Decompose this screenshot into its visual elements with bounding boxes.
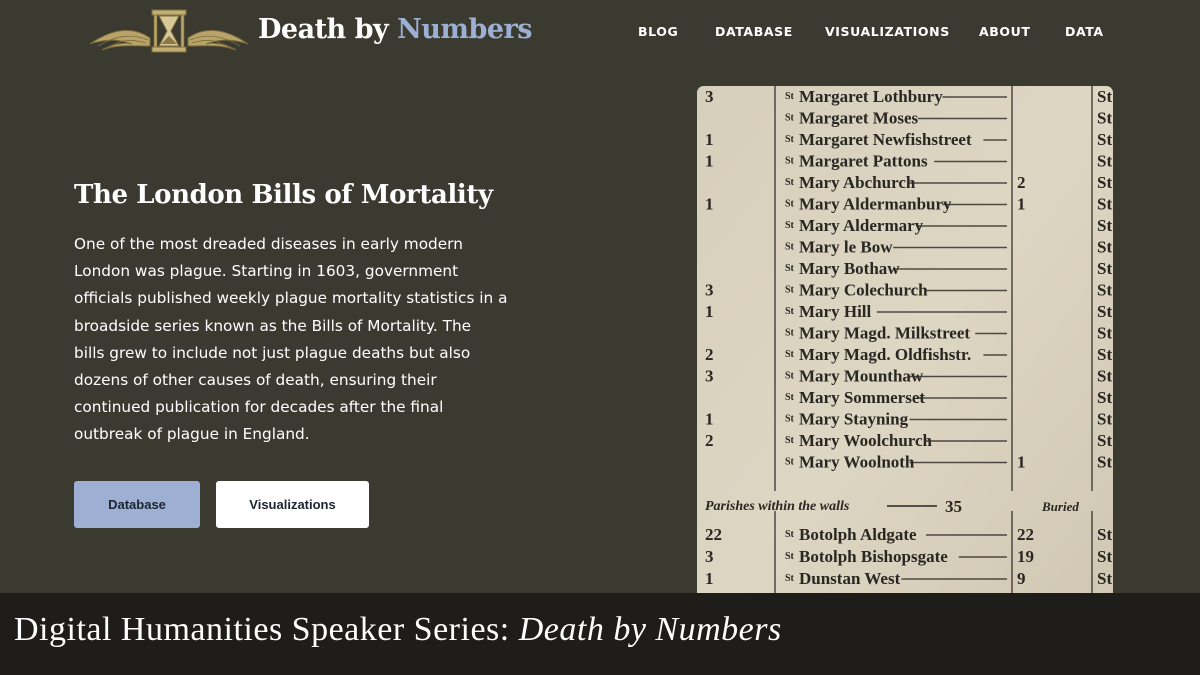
next-column-prefix: St — [1097, 87, 1113, 106]
next-column-prefix: St — [1097, 547, 1113, 566]
parish-name: Dunstan West — [799, 569, 901, 588]
saint-prefix: St — [785, 551, 794, 562]
nav-data[interactable]: DATA — [1065, 24, 1104, 39]
caption-title: Death by Numbers — [518, 611, 782, 648]
saint-prefix: St — [785, 284, 794, 296]
next-column-prefix: St — [1097, 323, 1113, 343]
caption-text — [14, 611, 782, 649]
next-column-prefix: St — [1097, 194, 1113, 214]
nav-blog[interactable]: BLOG — [638, 24, 679, 39]
entry-left-count: 3 — [705, 87, 714, 106]
nav-database[interactable]: DATABASE — [715, 24, 793, 39]
next-column-prefix: St — [1097, 431, 1113, 450]
entry-left-count: 1 — [705, 302, 714, 321]
entry-left-count: 1 — [705, 130, 714, 149]
saint-prefix: St — [785, 241, 794, 253]
next-column-prefix: St — [1097, 259, 1113, 278]
next-column-prefix: St — [1097, 409, 1113, 429]
site-title-accent: Numbers — [397, 14, 532, 45]
entry-right-count: 9 — [1017, 569, 1026, 588]
parish-name: Mary Stayning — [799, 409, 909, 429]
entry-right-count: 22 — [1017, 525, 1034, 544]
parish-name: Botolph Aldgate — [799, 525, 917, 544]
hero-paragraph-line: broadside series known as the Bills of Mortality. The — [74, 316, 472, 335]
caption-bar — [0, 593, 1200, 675]
entry-left-count: 1 — [705, 151, 714, 171]
hero-title: The London Bills of Mortality — [74, 180, 493, 210]
site-title-main: Death by — [258, 14, 389, 45]
saint-prefix: St — [785, 327, 794, 339]
divider-label: Parishes within the walls — [705, 499, 850, 514]
next-column-prefix: St — [1097, 569, 1113, 588]
saint-prefix: St — [785, 435, 794, 446]
saint-prefix: St — [785, 177, 794, 188]
next-column-prefix: St — [1097, 366, 1113, 386]
saint-prefix: St — [785, 306, 794, 317]
saint-prefix: St — [785, 573, 794, 584]
next-column-prefix: St — [1097, 345, 1113, 364]
caption-prefix: Digital Humanities Speaker Series: — [14, 611, 519, 648]
visualizations-button[interactable]: Visualizations — [216, 481, 369, 528]
saint-prefix: St — [785, 392, 794, 403]
next-column-prefix: St — [1097, 388, 1113, 407]
bills-of-mortality-scan — [697, 86, 1113, 638]
parish-name: Mary Mounthaw — [799, 366, 924, 386]
saint-prefix: St — [785, 349, 794, 360]
parish-name: Mary Aldermary — [799, 216, 924, 235]
hero-paragraph-line: continued publication for decades after the final — [74, 398, 444, 417]
saint-prefix: St — [785, 456, 794, 468]
parish-name: Mary Aldermanbury — [799, 194, 952, 214]
parish-name: Mary Sommerset — [799, 388, 926, 407]
entry-left-count: 3 — [705, 280, 714, 300]
entry-left-count: 2 — [705, 345, 714, 364]
saint-prefix: St — [785, 198, 794, 210]
next-column-prefix: St — [1097, 280, 1113, 300]
parish-name: Margaret Lothbury — [799, 87, 943, 106]
entry-left-count: 1 — [705, 409, 714, 429]
entry-left-count: 2 — [705, 431, 714, 450]
next-column-prefix: St — [1097, 525, 1113, 544]
saint-prefix: St — [785, 263, 794, 274]
saint-prefix: St — [785, 112, 794, 124]
next-column-prefix: St — [1097, 108, 1113, 128]
parish-name: Margaret Moses — [799, 108, 919, 128]
site-header — [0, 0, 1200, 64]
entry-right-count: 1 — [1017, 194, 1026, 214]
next-column-prefix: St — [1097, 216, 1113, 235]
next-column-prefix: St — [1097, 237, 1113, 257]
next-column-prefix: St — [1097, 130, 1113, 149]
divider-count: 35 — [945, 497, 962, 516]
saint-prefix: St — [785, 91, 794, 102]
hero-paragraph-line: outbreak of plague in England. — [74, 425, 310, 444]
parish-name: Margaret Newfishstreet — [799, 130, 972, 149]
saint-prefix: St — [785, 529, 794, 540]
entry-left-count: 22 — [705, 525, 722, 544]
parish-name: Mary Woolchurch — [799, 431, 933, 450]
saint-prefix: St — [785, 134, 794, 145]
hero-paragraph-line: One of the most dreaded diseases in early modern — [74, 235, 463, 253]
entry-left-count: 3 — [705, 547, 714, 566]
document-image — [697, 86, 1113, 638]
parish-name: Mary Abchurch — [799, 173, 916, 192]
next-column-prefix: St — [1097, 452, 1113, 472]
parish-name: Mary Bothaw — [799, 259, 900, 278]
divider-right-label: Buried — [1042, 499, 1079, 514]
main-nav — [0, 24, 1200, 42]
parish-name: Mary Magd. Oldfishstr. — [799, 345, 972, 364]
parish-name: Mary Woolnoth — [799, 452, 915, 472]
database-button[interactable]: Database — [74, 481, 200, 528]
hero-paragraph-line: London was plague. Starting in 1603, government — [74, 262, 459, 281]
parish-name: Margaret Pattons — [799, 151, 928, 171]
entry-right-count: 19 — [1017, 547, 1034, 566]
entry-left-count: 1 — [705, 569, 714, 588]
hero-paragraph-line: dozens of other causes of death, ensuring their — [74, 371, 437, 390]
entry-left-count: 1 — [705, 194, 714, 214]
hero-paragraph-line: bills grew to include not just plague deaths but also — [74, 343, 471, 362]
parish-name: Mary Hill — [799, 302, 872, 321]
parish-name: Mary Colechurch — [799, 280, 928, 300]
saint-prefix: St — [785, 220, 794, 231]
saint-prefix: St — [785, 413, 794, 425]
saint-prefix: St — [785, 370, 794, 382]
hero-paragraph-line: officials published weekly plague mortality statistics in a — [74, 289, 508, 308]
nav-visualizations[interactable]: VISUALIZATIONS — [825, 24, 950, 39]
nav-about[interactable]: ABOUT — [979, 24, 1031, 39]
entry-left-count: 3 — [705, 366, 714, 386]
parish-name: Botolph Bishopsgate — [799, 547, 948, 566]
next-column-prefix: St — [1097, 151, 1113, 171]
next-column-prefix: St — [1097, 302, 1113, 321]
parish-name: Mary le Bow — [799, 237, 893, 257]
parish-name: Mary Magd. Milkstreet — [799, 323, 971, 343]
hero-paragraph — [74, 231, 574, 449]
entry-right-count: 2 — [1017, 173, 1026, 192]
next-column-prefix: St — [1097, 173, 1113, 192]
entry-right-count: 1 — [1017, 452, 1026, 472]
saint-prefix: St — [785, 155, 794, 167]
